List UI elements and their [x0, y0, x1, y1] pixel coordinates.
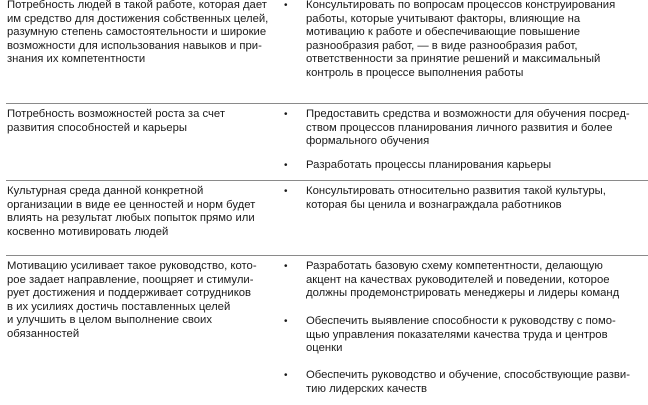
bullet-icon: •	[284, 160, 288, 171]
need-cell: Потребность возможностей роста за счет развития способностей и карьеры	[7, 108, 226, 134]
need-cell: Мотивацию усиливает такое руководство, кото- рое задает направление, поощряет и стимули- рует достижения и поддерживает сотрудников в их усилиях достичь поставленных целей и улучшить в целом выполнение своих обязанностей	[7, 260, 257, 340]
action-text: Консультировать относительно развития такой культуры, которая бы ценила и вознаграждала работников	[306, 185, 606, 211]
action-text: Обеспечить руководство и обучение, способствующие разви- тию лидерских качеств	[306, 369, 631, 395]
action-text: Предоставить средства и возможности для обучения посред- ством процессов планирования личного развития и более формального обучения	[306, 108, 630, 148]
row-divider	[6, 255, 648, 256]
row-divider	[6, 103, 648, 104]
bullet-icon: •	[284, 0, 288, 11]
need-cell: Культурная среда данной конкретной организации в виде ее ценностей и норм будет влиять на результат любых попыток прямо или косвенно мотивировать людей	[7, 185, 256, 238]
bullet-icon: •	[284, 316, 288, 327]
row-divider	[6, 180, 648, 181]
action-text: Разработать процессы планирования карьеры	[306, 159, 552, 171]
action-text: Обеспечить выявление способности к руководству с помо- щью управления показателями качества труда и центров оценки	[306, 315, 616, 355]
bullet-icon: •	[284, 109, 288, 120]
action-text: Разработать базовую схему компетентности, делающую акцент на качествах руководителей и поведении, которое должны продемонстрировать менеджеры и лидеры команд	[306, 260, 620, 300]
need-cell: Потребность людей в такой работе, которая дает им средство для достижения собственных целей, разумную степень самостоятельности и широкие возможности для использования навыков и при- знания их компетентности	[7, 0, 269, 66]
bullet-icon: •	[284, 186, 288, 197]
bullet-icon: •	[284, 261, 288, 272]
action-text: Консультировать по вопросам процессов конструирования работы, которые учитывают факторы, влияющие на мотивацию к работе и обеспечивающие повышение разнообразия работ, — в виде разнообразия работ, ответственности за принятие решений и максимальный контроль в процессе выполнения работы	[306, 0, 616, 79]
bullet-icon: •	[284, 370, 288, 381]
